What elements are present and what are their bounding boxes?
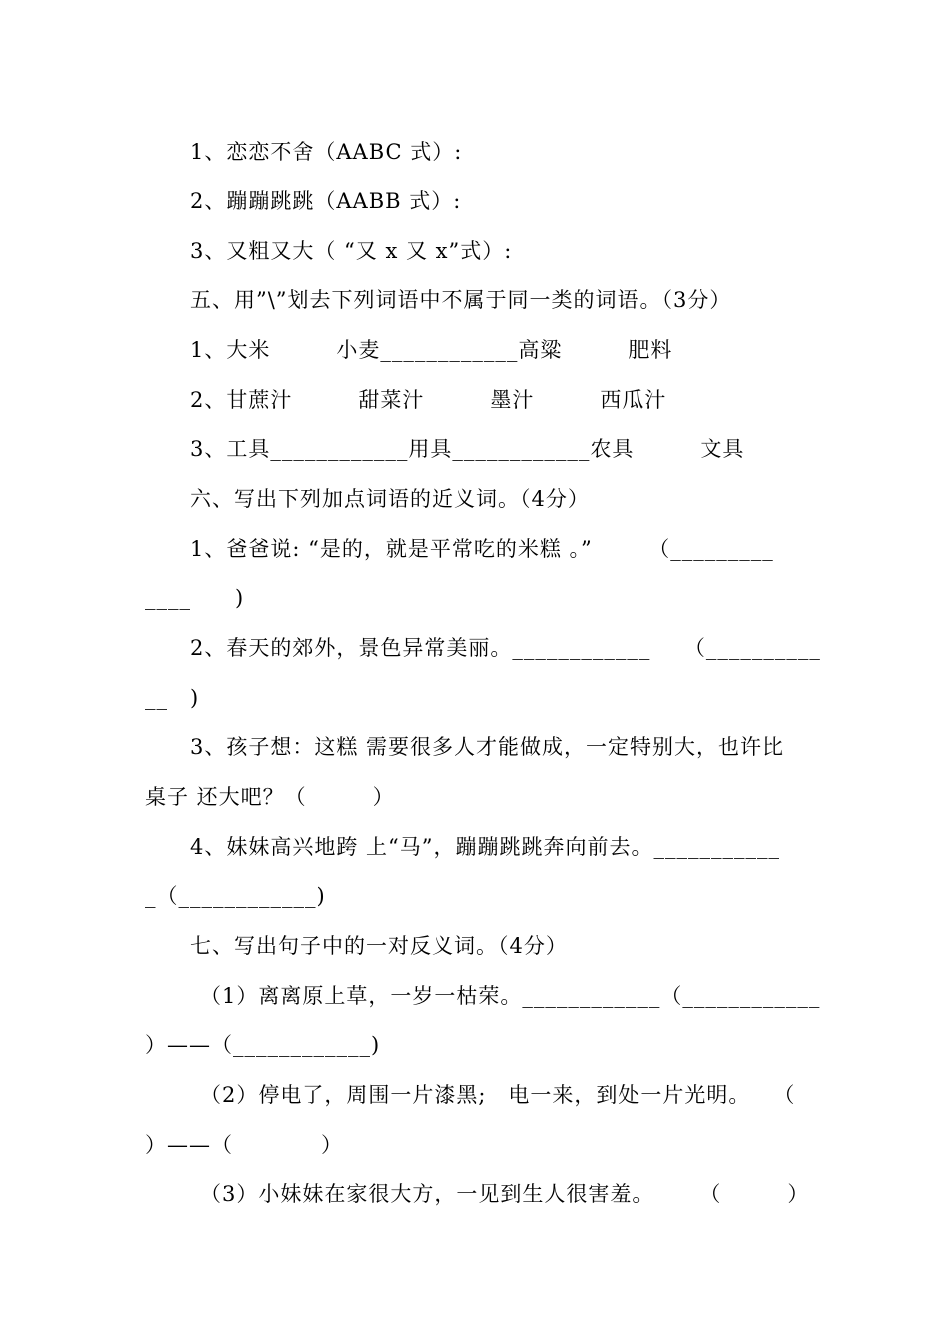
text-line: ____ ) [145, 586, 245, 610]
text-line: 3、又粗又大（ “又 x 又 x”式）: [190, 239, 513, 263]
text-line: _（____________) [145, 884, 326, 908]
text-line: 2、春天的郊外，景色异常美丽。____________ （__________ [190, 636, 821, 660]
text-line: 桌子 还大吧？（ ） [145, 785, 395, 809]
text-line: __ ) [145, 686, 200, 710]
text-line: （1）离离原上草，一岁一枯荣。____________（____________ [200, 984, 821, 1008]
text-line: ）——（ ） [145, 1133, 343, 1157]
text-line: ）——（____________) [145, 1033, 381, 1057]
text-line: 2、甘蔗汁 甜菜汁 墨汁 西瓜汁 [190, 388, 667, 412]
section-heading: 五、用”\”划去下列词语中不属于同一类的词语。（3分） [190, 288, 732, 312]
text-line: 1、恋恋不舍（AABC 式）: [190, 140, 463, 164]
text-line: 2、蹦蹦跳跳（AABB 式）: [190, 189, 462, 213]
text-line: 1、大米 小麦____________高粱 肥料 [190, 338, 673, 362]
text-line: 3、工具____________用具____________农具 文具 [190, 437, 745, 461]
text-line: 4、妹妹高兴地跨 上“马”，蹦蹦跳跳奔向前去。___________ [190, 835, 781, 859]
section-heading: 六、写出下列加点词语的近义词。（4分） [190, 487, 590, 511]
text-line: （2）停电了，周围一片漆黑; 电一来，到处一片光明。 （ [200, 1083, 796, 1107]
text-line: （3）小妹妹在家很大方，一见到生人很害羞。 （ ） [200, 1182, 810, 1206]
section-heading: 七、写出句子中的一对反义词。（4分） [190, 934, 568, 958]
text-line: 3、孩子想：这糕 需要很多人才能做成，一定特别大，也许比 [190, 735, 785, 759]
text-line: 1、爸爸说: “是的，就是平常吃的米糕 。” （_________ [190, 537, 774, 561]
